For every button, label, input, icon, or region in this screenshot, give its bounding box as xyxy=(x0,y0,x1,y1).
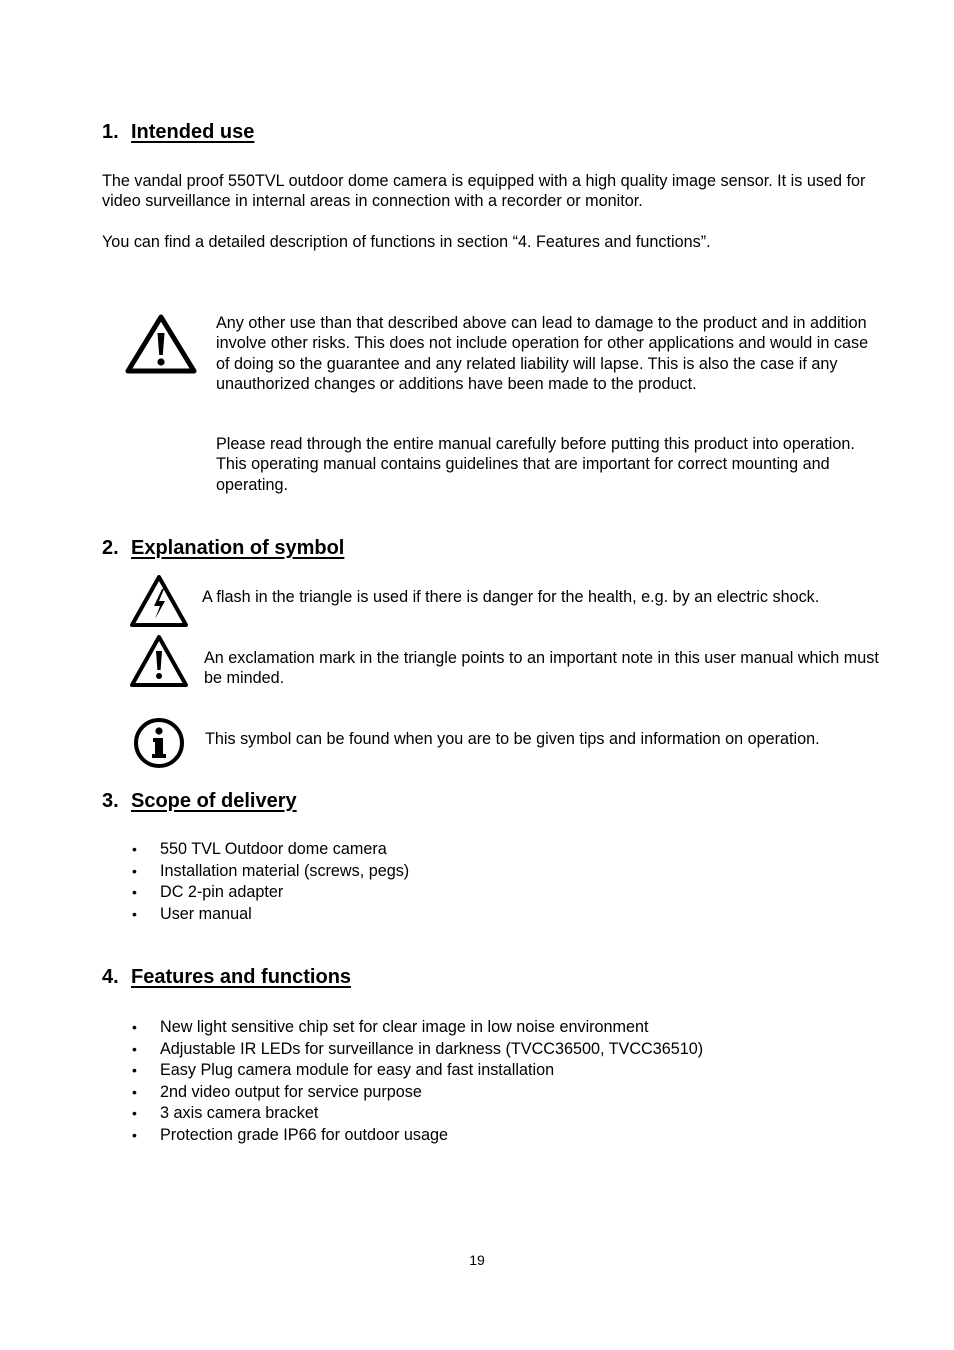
features-list xyxy=(102,1017,882,1146)
bullet-icon: • xyxy=(132,1105,137,1121)
bullet-icon: • xyxy=(132,1126,137,1143)
flash-symbol-explanation: A flash in the triangle is used if there is danger for the health, e.g. by an electric shock. xyxy=(202,588,820,606)
list-item: • DC 2-pin adapter xyxy=(102,882,862,904)
section-title: Intended use xyxy=(131,121,255,143)
section-title: Features and functions xyxy=(131,966,352,988)
list-item: • 3 axis camera bracket xyxy=(102,1103,882,1125)
section-heading-explanation-of-symbol xyxy=(102,536,344,560)
section-heading-features-and-functions xyxy=(102,965,351,989)
bullet-icon: • xyxy=(132,905,137,922)
bullet-icon: • xyxy=(132,1019,137,1035)
bullet-icon: • xyxy=(132,862,137,879)
info-icon xyxy=(132,716,186,770)
list-item: • User manual xyxy=(102,904,862,926)
section-title: Explanation of symbol xyxy=(131,537,345,559)
section-title: Scope of delivery xyxy=(131,790,297,812)
exclamation-triangle-icon xyxy=(129,634,189,688)
list-item: • 2nd video output for service purpose xyxy=(102,1082,882,1104)
warning-triangle-icon xyxy=(124,313,198,375)
section-number: 4. xyxy=(102,966,119,988)
intended-use-paragraph: The vandal proof 550TVL outdoor dome camera is equipped with a high quality image sensor. It is used for video surveillance in internal areas in connection with a recorder or monitor. xyxy=(102,172,866,211)
bullet-icon: • xyxy=(132,1040,137,1057)
functions-reference-paragraph: You can find a detailed description of functions in section “4. Features and functions”. xyxy=(102,233,711,251)
list-item: • Adjustable IR LEDs for surveillance in darkness (TVCC36500, TVCC36510) xyxy=(102,1039,882,1061)
electric-shock-icon xyxy=(129,574,189,628)
bullet-icon: • xyxy=(132,841,137,857)
section-heading-intended-use xyxy=(102,120,254,144)
list-item: • Installation material (screws, pegs) xyxy=(102,861,862,883)
list-item: • 550 TVL Outdoor dome camera xyxy=(102,839,862,861)
list-item: • Protection grade IP66 for outdoor usage xyxy=(102,1125,882,1147)
list-item: • New light sensitive chip set for clear image in low noise environment xyxy=(102,1017,882,1039)
bullet-icon: • xyxy=(132,884,137,900)
bullet-icon: • xyxy=(132,1083,137,1100)
section-number: 1. xyxy=(102,121,119,143)
section-number: 2. xyxy=(102,537,119,559)
section-heading-scope-of-delivery xyxy=(102,789,297,813)
page-number: 19 xyxy=(469,1252,485,1268)
info-symbol-explanation: This symbol can be found when you are to be given tips and information on operation. xyxy=(205,730,820,748)
warning-text-other-use: Any other use than that described above can lead to damage to the product and in addition involve other risks. This does not include operation for other applications and would in case of doing so the guarantee and any related liability will lapse. This is also the case if any unauthorized changes or additions have been made to the product. xyxy=(216,314,869,393)
warning-text-read-manual: Please read through the entire manual carefully before putting this product into operation. This operating manual contains guidelines that are important for correct mounting and operating. xyxy=(216,435,855,494)
list-item: • Easy Plug camera module for easy and fast installation xyxy=(102,1060,882,1082)
section-number: 3. xyxy=(102,790,119,812)
bullet-icon: • xyxy=(132,1062,137,1078)
exclamation-symbol-explanation: An exclamation mark in the triangle points to an important note in this user manual which must be minded. xyxy=(204,649,879,688)
delivery-list xyxy=(102,839,862,925)
